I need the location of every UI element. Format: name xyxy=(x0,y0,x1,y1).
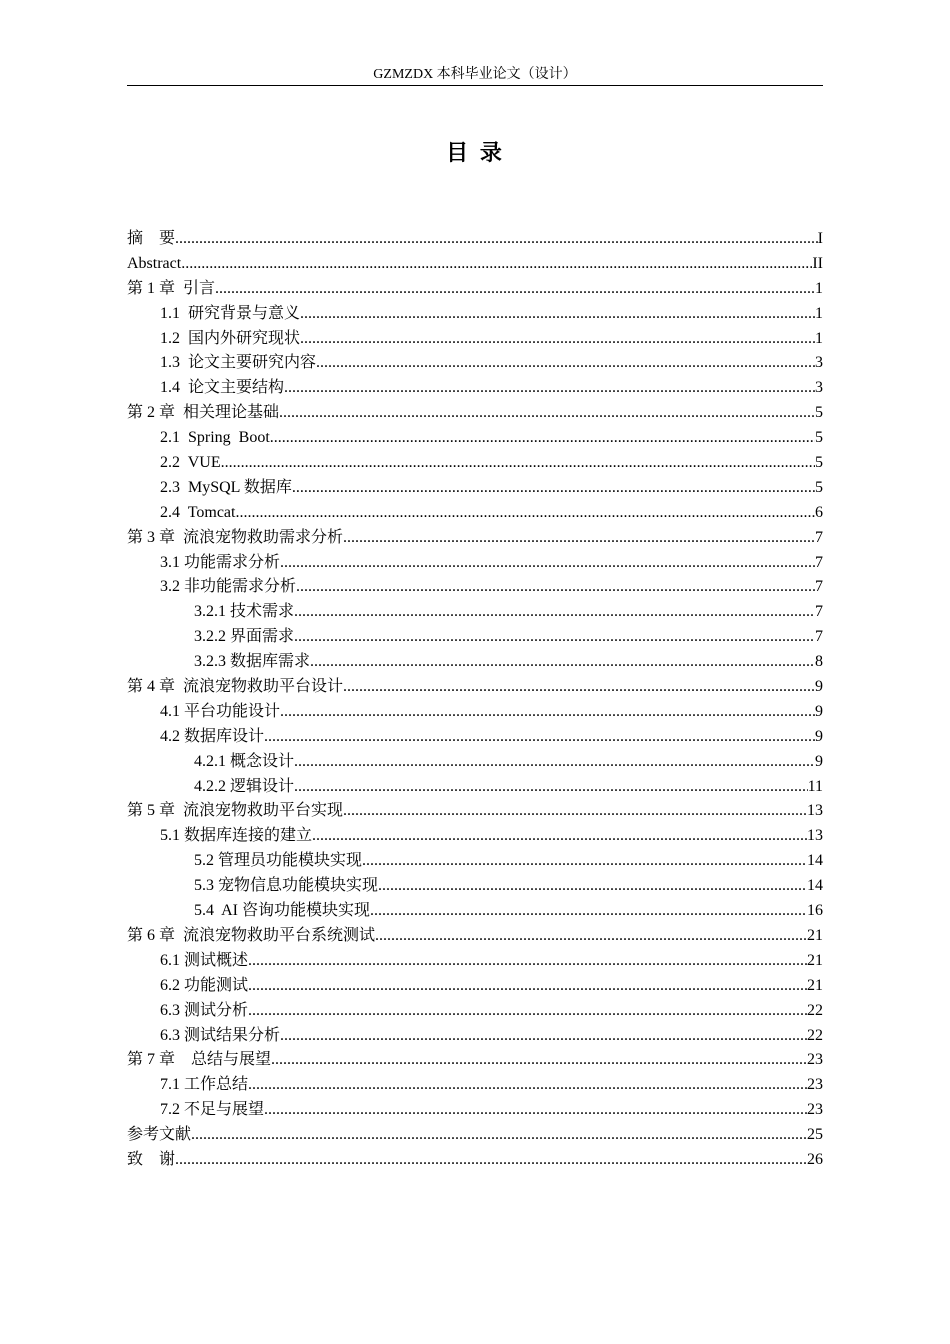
toc-entry-title: 2.1 Spring Boot xyxy=(160,429,270,447)
toc-entry[interactable] xyxy=(127,899,823,924)
toc-page-number: I xyxy=(817,230,823,247)
toc-dot-leader xyxy=(312,824,807,849)
toc-entry-title: 第 4 章 流浪宠物救助平台设计 xyxy=(127,678,344,696)
toc-entry[interactable] xyxy=(127,327,823,352)
toc-dot-leader xyxy=(300,327,815,352)
toc-dot-leader xyxy=(310,650,815,675)
toc-page-number: 22 xyxy=(807,1026,823,1044)
toc-dot-leader xyxy=(294,775,808,800)
toc-entry[interactable] xyxy=(127,551,823,576)
toc-entry[interactable] xyxy=(127,1048,823,1073)
toc-dot-leader xyxy=(215,277,815,302)
toc-entry-title: 2.2 VUE xyxy=(160,454,221,472)
toc-entry-title: 6.3 测试结果分析 xyxy=(160,1026,281,1044)
toc-page-number: II xyxy=(812,254,823,272)
toc-dot-leader xyxy=(221,451,815,476)
toc-entry-title: 5.1 数据库连接的建立 xyxy=(160,827,313,845)
toc-entry-title: 3.1 功能需求分析 xyxy=(160,553,281,571)
toc-entry[interactable] xyxy=(127,1098,823,1123)
toc-dot-leader xyxy=(296,575,815,600)
toc-page-number: 5 xyxy=(815,454,823,472)
toc-page-number: 13 xyxy=(807,802,823,820)
toc-page-number: 8 xyxy=(815,653,823,671)
toc-entry[interactable] xyxy=(127,1123,823,1148)
toc-entry[interactable] xyxy=(127,1073,823,1098)
toc-page-number: 16 xyxy=(807,902,823,920)
toc-entry-title: 3.2 非功能需求分析 xyxy=(160,578,297,596)
toc-entry[interactable] xyxy=(127,600,823,625)
toc-page-number: 23 xyxy=(807,1101,823,1119)
toc-page-number: 5 xyxy=(815,429,823,447)
toc-entry-title: 2.3 MySQL 数据库 xyxy=(160,478,292,496)
toc-page-number: 21 xyxy=(807,976,823,994)
toc-entry[interactable] xyxy=(127,999,823,1024)
toc-entry-title: 4.1 平台功能设计 xyxy=(160,702,281,720)
toc-dot-leader xyxy=(294,625,815,650)
toc-page-number: 1 xyxy=(815,279,823,297)
toc-entry[interactable] xyxy=(127,974,823,999)
toc-page-number: 9 xyxy=(815,678,823,696)
toc-entry-title: 1.3 论文主要研究内容 xyxy=(160,354,317,372)
toc-entry-title: 1.2 国内外研究现状 xyxy=(160,329,301,347)
toc-dot-leader xyxy=(271,1048,807,1073)
toc-entry-title: 3.2.2 界面需求 xyxy=(194,628,295,646)
toc-dot-leader xyxy=(343,526,815,551)
toc-dot-leader xyxy=(248,999,807,1024)
toc-page-number: 14 xyxy=(807,877,823,895)
toc-entry[interactable] xyxy=(127,501,823,526)
toc-entry-title: 参考文献 xyxy=(127,1126,192,1144)
toc-page-number: 7 xyxy=(815,628,823,646)
toc-dot-leader xyxy=(294,750,815,775)
toc-entry-title: 6.3 测试分析 xyxy=(160,1001,249,1019)
toc-page-number: 11 xyxy=(807,777,823,795)
toc-entry[interactable] xyxy=(127,252,823,277)
toc-entry[interactable] xyxy=(127,1148,823,1173)
toc-entry[interactable] xyxy=(127,675,823,700)
toc-dot-leader xyxy=(370,899,807,924)
toc-dot-leader xyxy=(175,227,818,252)
toc-page-number: 3 xyxy=(815,379,823,397)
toc-page-number: 7 xyxy=(815,578,823,596)
toc-entry[interactable] xyxy=(127,526,823,551)
toc-entry[interactable] xyxy=(127,376,823,401)
toc-page-number: 9 xyxy=(815,727,823,745)
toc-entry-title: 6.1 测试概述 xyxy=(160,951,249,969)
toc-dot-leader xyxy=(248,949,807,974)
toc-entry-title: 6.2 功能测试 xyxy=(160,976,249,994)
toc-entry[interactable] xyxy=(127,476,823,501)
toc-dot-leader xyxy=(175,1148,807,1173)
toc-dot-leader xyxy=(248,974,807,999)
toc-dot-leader xyxy=(280,700,815,725)
toc-dot-leader xyxy=(316,351,815,376)
toc-entry[interactable] xyxy=(127,575,823,600)
toc-dot-leader xyxy=(264,1098,807,1123)
toc-entry[interactable] xyxy=(127,401,823,426)
toc-dot-leader xyxy=(181,252,812,277)
toc-page-number: 13 xyxy=(807,827,823,845)
toc-page-number: 14 xyxy=(807,852,823,870)
toc-entry[interactable] xyxy=(127,775,823,800)
toc-entry-title: 2.4 Tomcat xyxy=(160,503,236,521)
toc-page-number: 1 xyxy=(815,329,823,347)
toc-entry[interactable] xyxy=(127,451,823,476)
toc-dot-leader xyxy=(343,675,815,700)
toc-entry-title: 5.4 AI 咨询功能模块实现 xyxy=(194,902,371,920)
toc-page-number: 23 xyxy=(807,1051,823,1069)
toc-entry[interactable] xyxy=(127,700,823,725)
toc-entry-title: 4.2.1 概念设计 xyxy=(194,752,295,770)
toc-dot-leader xyxy=(191,1123,807,1148)
toc-entry[interactable] xyxy=(127,799,823,824)
toc-dot-leader xyxy=(235,501,815,526)
toc-page-number: 22 xyxy=(807,1001,823,1019)
toc-dot-leader xyxy=(248,1073,807,1098)
toc-entry[interactable] xyxy=(127,227,823,252)
header-rule xyxy=(127,85,823,86)
toc-entry-title: 3.2.3 数据库需求 xyxy=(194,653,311,671)
toc-dot-leader xyxy=(375,924,807,949)
toc-page-number: 21 xyxy=(807,951,823,969)
toc-entry-title: Abstract xyxy=(127,254,182,272)
toc-entry-title: 第 7 章 总结与展望 xyxy=(127,1051,272,1069)
toc-page-number: 9 xyxy=(815,752,823,770)
toc-title: 目 录 xyxy=(446,141,504,166)
toc-dot-leader xyxy=(378,874,807,899)
toc-page-number: 7 xyxy=(815,553,823,571)
toc-page-number: 3 xyxy=(815,354,823,372)
toc-page-number: 7 xyxy=(815,603,823,621)
toc-entry[interactable] xyxy=(127,302,823,327)
toc-entry[interactable] xyxy=(127,924,823,949)
toc-page-number: 23 xyxy=(807,1076,823,1094)
toc-page-number: 5 xyxy=(815,478,823,496)
toc-dot-leader xyxy=(300,302,815,327)
toc-entry-title: 4.2 数据库设计 xyxy=(160,727,265,745)
toc-page-number: 6 xyxy=(815,503,823,521)
toc-dot-leader xyxy=(292,476,815,501)
toc-dot-leader xyxy=(280,551,815,576)
toc-page-number: 26 xyxy=(807,1150,823,1168)
toc-entry-title: 5.3 宠物信息功能模块实现 xyxy=(194,877,379,895)
toc-dot-leader xyxy=(294,600,815,625)
toc-entry-title: 第 1 章 引言 xyxy=(127,279,216,297)
toc-page-number: 1 xyxy=(815,304,823,322)
toc-entry[interactable] xyxy=(127,750,823,775)
toc-entry[interactable] xyxy=(127,625,823,650)
toc-entry[interactable] xyxy=(127,351,823,376)
toc-page-number: 7 xyxy=(815,528,823,546)
toc-entry[interactable] xyxy=(127,650,823,675)
toc-entry-title: 第 3 章 流浪宠物救助需求分析 xyxy=(127,528,344,546)
toc-dot-leader xyxy=(280,1024,807,1049)
toc-entry-title: 4.2.2 逻辑设计 xyxy=(194,777,295,795)
toc-dot-leader xyxy=(284,376,815,401)
toc-entry[interactable] xyxy=(127,426,823,451)
toc-entry-title: 致 谢 xyxy=(127,1150,176,1168)
toc-entry-title: 第 5 章 流浪宠物救助平台实现 xyxy=(127,802,344,820)
toc-dot-leader xyxy=(279,401,815,426)
toc-entry-title: 7.2 不足与展望 xyxy=(160,1101,265,1119)
toc-entry[interactable] xyxy=(127,949,823,974)
toc-dot-leader xyxy=(362,849,807,874)
toc-entry[interactable] xyxy=(127,824,823,849)
toc-entry[interactable] xyxy=(127,277,823,302)
toc-entry[interactable] xyxy=(127,849,823,874)
toc-entry-title: 5.2 管理员功能模块实现 xyxy=(194,852,363,870)
toc-page-number: 9 xyxy=(815,702,823,720)
toc-entry-title: 7.1 工作总结 xyxy=(160,1076,249,1094)
toc-entry-title: 1.1 研究背景与意义 xyxy=(160,304,301,322)
toc-page-number: 5 xyxy=(815,404,823,422)
toc-entry-title: 3.2.1 技术需求 xyxy=(194,603,295,621)
toc-dot-leader xyxy=(270,426,815,451)
toc-entry[interactable] xyxy=(127,1024,823,1049)
toc-entry-title: 第 2 章 相关理论基础 xyxy=(127,404,280,422)
toc-entry-title: 1.4 论文主要结构 xyxy=(160,379,285,397)
table-of-contents xyxy=(127,227,823,1173)
toc-entry-title: 摘 要 xyxy=(127,230,176,247)
toc-entry[interactable] xyxy=(127,725,823,750)
toc-page-number: 25 xyxy=(807,1126,823,1144)
toc-page-number: 21 xyxy=(807,926,823,944)
toc-dot-leader xyxy=(343,799,807,824)
toc-entry[interactable] xyxy=(127,874,823,899)
toc-dot-leader xyxy=(264,725,815,750)
running-header: GZMZDX 本科毕业论文（设计） xyxy=(373,67,577,82)
toc-entry-title: 第 6 章 流浪宠物救助平台系统测试 xyxy=(127,926,376,944)
